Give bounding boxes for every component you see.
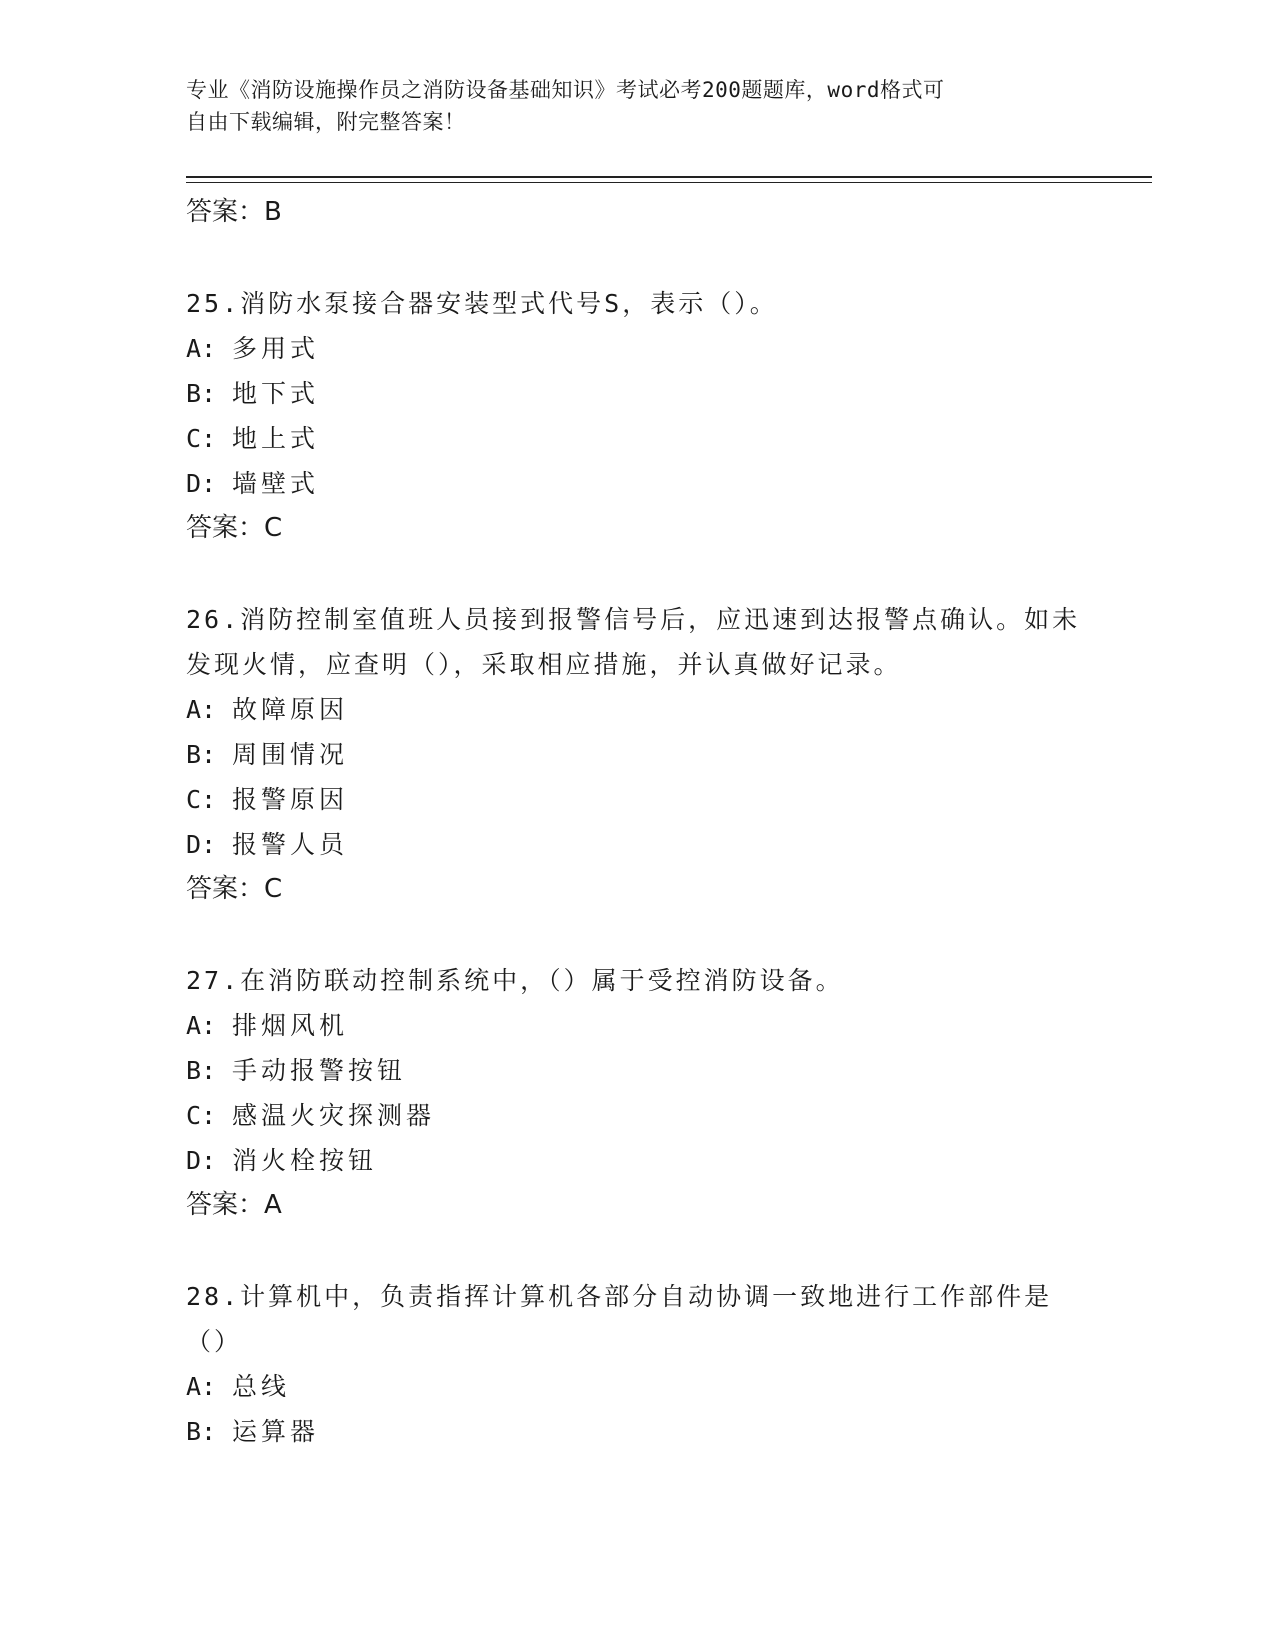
question-item <box>186 281 1086 551</box>
answer-line: 答案：C <box>186 513 283 543</box>
option-label: D: <box>186 469 217 498</box>
document-header <box>186 74 1086 138</box>
question-item <box>186 1274 1086 1454</box>
header-rule-thin <box>186 182 1152 183</box>
option-a <box>186 1364 1086 1409</box>
option-text: 报警人员 <box>232 830 349 859</box>
option-text: 消火栓按钮 <box>232 1146 378 1175</box>
option-c <box>186 416 1086 461</box>
question-text: 25.消防水泵接合器安装型式代号S，表示（）。 <box>186 289 778 318</box>
option-text: 感温火灾探测器 <box>232 1101 436 1130</box>
option-c <box>186 777 1086 822</box>
option-label: B: <box>186 379 217 408</box>
header-rule-thick <box>186 176 1152 178</box>
header-line-1: 专业《消防设施操作员之消防设备基础知识》考试必考200题题库，word格式可 <box>186 78 945 102</box>
option-b <box>186 732 1086 777</box>
option-a <box>186 326 1086 371</box>
option-text: 故障原因 <box>232 695 349 724</box>
option-label: A: <box>186 1372 217 1401</box>
option-label: A: <box>186 695 217 724</box>
option-text: 报警原因 <box>232 785 349 814</box>
option-text: 手动报警按钮 <box>232 1056 407 1085</box>
option-d <box>186 1138 1086 1183</box>
option-text: 地下式 <box>232 379 320 408</box>
option-text: 排烟风机 <box>232 1011 349 1040</box>
option-text: 地上式 <box>232 424 320 453</box>
answer-line: 答案：C <box>186 874 283 904</box>
option-label: C: <box>186 785 217 814</box>
option-a <box>186 687 1086 732</box>
option-b <box>186 371 1086 416</box>
option-text: 多用式 <box>232 334 320 363</box>
option-b <box>186 1409 1086 1454</box>
option-text: 运算器 <box>232 1417 320 1446</box>
option-label: B: <box>186 740 217 769</box>
option-a <box>186 1003 1086 1048</box>
option-label: C: <box>186 424 217 453</box>
question-item <box>186 597 1086 912</box>
question-item <box>186 958 1086 1228</box>
option-label: A: <box>186 334 217 363</box>
option-d <box>186 822 1086 867</box>
option-label: D: <box>186 830 217 859</box>
option-text: 墙壁式 <box>232 469 320 498</box>
option-text: 总线 <box>232 1372 291 1401</box>
answer-line: 答案：B <box>186 197 282 227</box>
question-text: 28.计算机中，负责指挥计算机各部分自动协调一致地进行工作部件是（） <box>186 1282 1053 1356</box>
option-label: D: <box>186 1146 217 1175</box>
question-list <box>186 190 1086 1454</box>
option-b <box>186 1048 1086 1093</box>
option-label: C: <box>186 1101 217 1130</box>
option-c <box>186 1093 1086 1138</box>
option-d <box>186 461 1086 506</box>
option-label: B: <box>186 1056 217 1085</box>
answer-line: 答案：A <box>186 1190 282 1220</box>
option-label: A: <box>186 1011 217 1040</box>
question-text: 26.消防控制室值班人员接到报警信号后，应迅速到达报警点确认。如未发现火情，应查明（），采取相应措施，并认真做好记录。 <box>186 605 1081 679</box>
option-text: 周围情况 <box>232 740 349 769</box>
question-text: 27.在消防联动控制系统中，（）属于受控消防设备。 <box>186 966 844 995</box>
option-label: B: <box>186 1417 217 1446</box>
header-line-2: 自由下载编辑，附完整答案！ <box>186 110 466 134</box>
